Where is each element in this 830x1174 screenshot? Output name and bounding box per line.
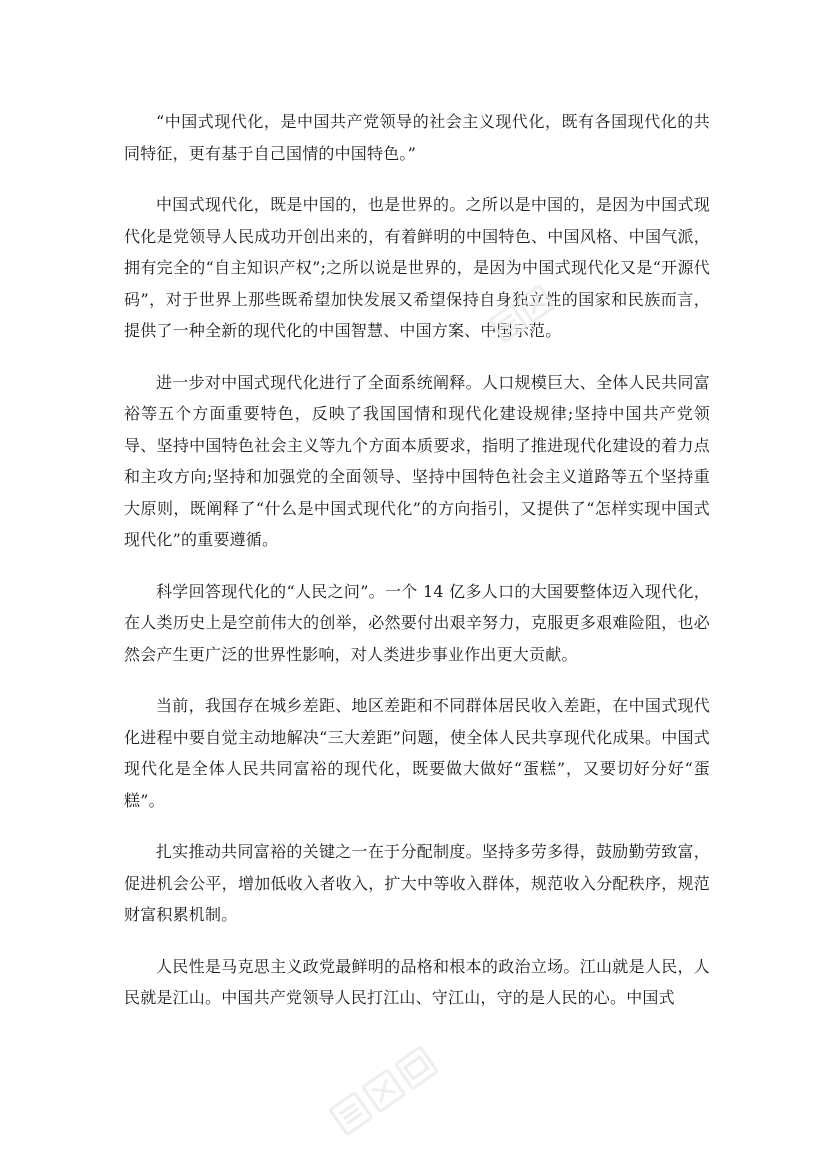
- paragraph-quote: “中国式现代化，是中国共产党领导的社会主义现代化，既有各国现代化的共同特征，更有基于自己国情的中国特色。”: [124, 112, 710, 163]
- paragraph-distribution-system: 扎实推动共同富裕的关键之一在于分配制度。坚持多劳多得，鼓励勤劳致富，促进机会公平，增加低收入者收入，扩大中等收入群体，规范收入分配秩序，规范财富积累机制。: [124, 842, 710, 924]
- paragraph-systematic-explanation: 进一步对中国式现代化进行了全面系统阐释。人口规模巨大、全体人民共同富裕等五个方面重要特色，反映了我国国情和现代化建设规律;坚持中国共产党领导、坚持中国特色社会主义等九个方面本质要求，指明了推进现代化建设的着力点和主攻方向;坚持和加强党的全面领导、坚持中国特色社会主义道路等五个坚持重大原则，既阐释了“什么是中国式现代化”的方向指引，又提供了“怎样实现中国式现代化”的重要遵循。: [124, 372, 710, 549]
- paragraph-people-nature: 人民性是马克思主义政党最鲜明的品格和根本的政治立场。江山就是人民，人民就是江山。中国共产党领导人民打江山、守江山，守的是人民的心。中国式: [124, 956, 710, 1007]
- document-body: [124, 106, 710, 1034]
- paragraph-china-and-world: 中国式现代化，既是中国的，也是世界的。之所以是中国的，是因为中国式现代化是党领导人民成功开创出来的，有着鲜明的中国特色、中国风格、中国气派，拥有完全的“自主知识产权”;之所以说是世界的，是因为中国式现代化又是“开源代码”，对于世界上那些既希望加快发展又希望保持自身独立性的国家和民族而言，提供了一种全新的现代化的中国智慧、中国方案、中国示范。: [124, 195, 710, 340]
- paragraph-peoples-question: 科学回答现代化的“人民之问”。一个 14 亿多人口的大国要整体迈入现代化，在人类历史上是空前伟大的创举，必然要付出艰辛努力，克服更多艰难险阻，也必然会产生更广泛的世界性影响，对人类进步事业作出更大贡献。: [124, 581, 710, 664]
- paragraph-three-gaps: 当前，我国存在城乡差距、地区差距和不同群体居民收入差距，在中国式现代化进程中要自觉主动地解决“三大差距”问题，使全体人民共享现代化成果。中国式现代化是全体人民共同富裕的现代化，既要做大做好“蛋糕”，又要切好分好“蛋糕”。: [124, 696, 710, 810]
